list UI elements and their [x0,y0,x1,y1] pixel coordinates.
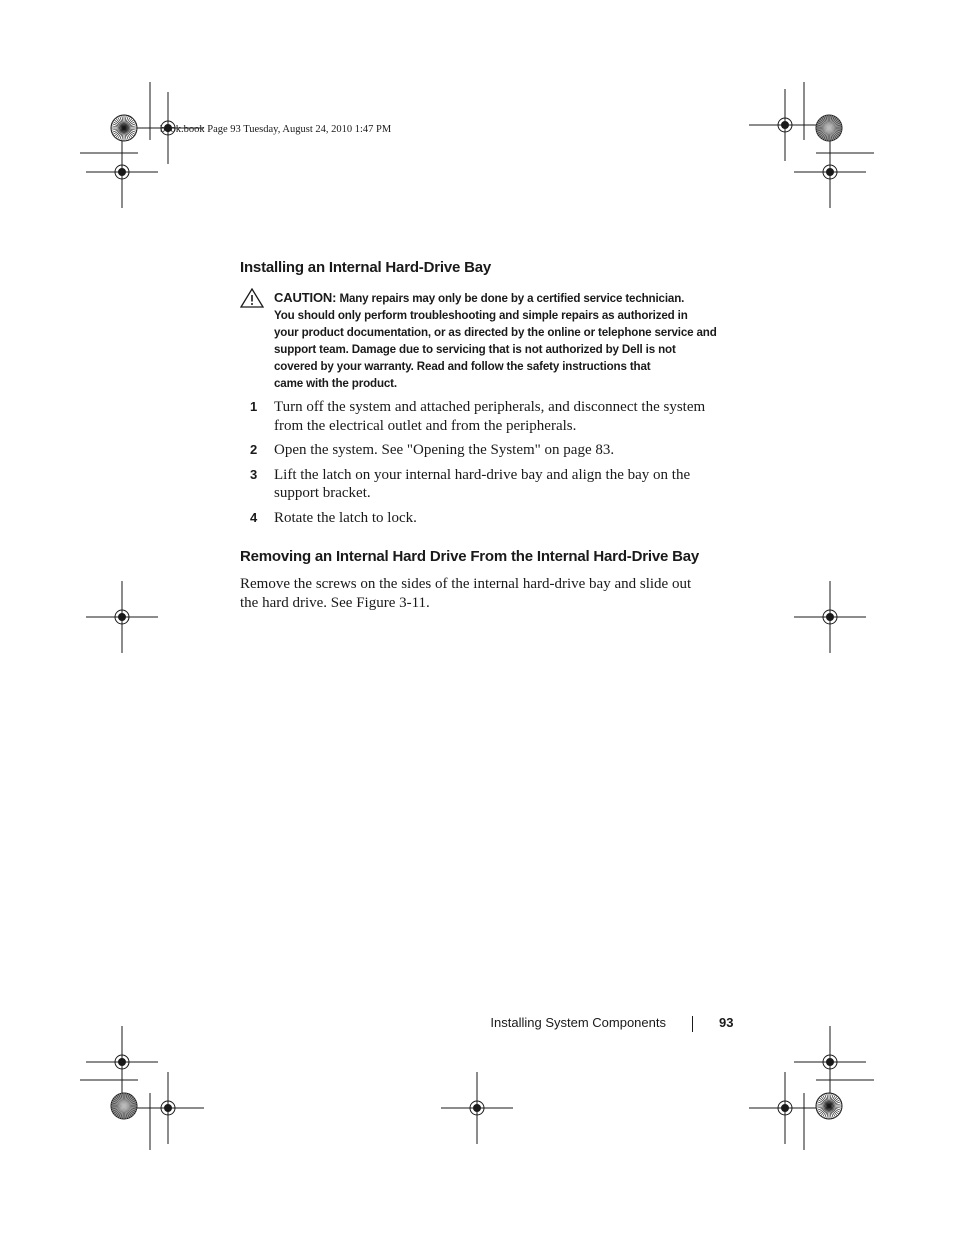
procedure-step [240,398,750,435]
crosshair-mark [794,136,866,208]
step-number: 2 [250,442,258,457]
page-number: 93 [719,1015,734,1030]
crosshair-mark [749,1072,821,1144]
footer-chapter-title: Installing System Components [490,1015,666,1030]
step-text: Rotate the latch to lock. [274,509,417,526]
procedure-step [240,509,750,528]
procedure-steps [240,398,750,527]
section-heading-installing-bay: Installing an Internal Hard-Drive Bay [240,259,491,276]
crosshair-mark [86,1026,158,1098]
body-line: Remove the screws on the sides of the internal hard-drive bay and slide out [240,576,692,592]
body-line: the hard drive. See Figure 3-11. [240,594,430,611]
caution-line: You should only perform troubleshooting and simple repairs as authorized in [274,309,688,322]
step-number: 4 [250,509,258,525]
starburst-mark [816,115,842,141]
step-text: support bracket. [274,485,371,501]
caution-triangle-icon [240,288,264,308]
starburst-mark [111,115,137,141]
section-heading-removing-drive: Removing an Internal Hard Drive From the Internal Hard-Drive Bay [240,548,699,565]
crosshair-mark [86,136,158,208]
step-number: 1 [250,399,258,414]
crosshair-mark [132,1072,204,1144]
crosshair-mark [794,581,866,653]
step-text: Open the system. See "Opening the System" on page 83. [274,442,615,458]
print-header: book.book Page 93 Tuesday, August 24, 2010 1:47 PM [160,124,392,135]
crosshair-mark [794,1026,866,1098]
step-number: 3 [250,466,258,482]
footer-divider [692,1016,693,1032]
caution-notice [274,289,754,392]
caution-line: your product documentation, or as directed by the online or telephone service and [274,326,717,339]
procedure-step [240,441,750,460]
caution-line: came with the product. [274,377,397,390]
caution-line: covered by your warranty. Read and follow the safety instructions that [274,360,651,373]
caution-line: Many repairs may only be done by a certified service technician. [339,292,685,305]
step-text: Lift the latch on your internal hard-drive bay and align the bay on the [274,466,691,483]
starburst-mark [111,1093,137,1119]
caution-label: CAUTION: [274,290,337,305]
procedure-step [240,466,750,503]
starburst-mark [816,1093,842,1119]
step-text: Turn off the system and attached peripherals, and disconnect the system [274,399,706,415]
crosshair-mark [749,89,821,161]
crosshair-mark [86,581,158,653]
crosshair-mark [441,1072,513,1144]
body-paragraph [240,575,760,612]
step-text: from the electrical outlet and from the peripherals. [274,417,577,434]
caution-line: support team. Damage due to servicing that is not authorized by Dell is not [274,343,676,356]
